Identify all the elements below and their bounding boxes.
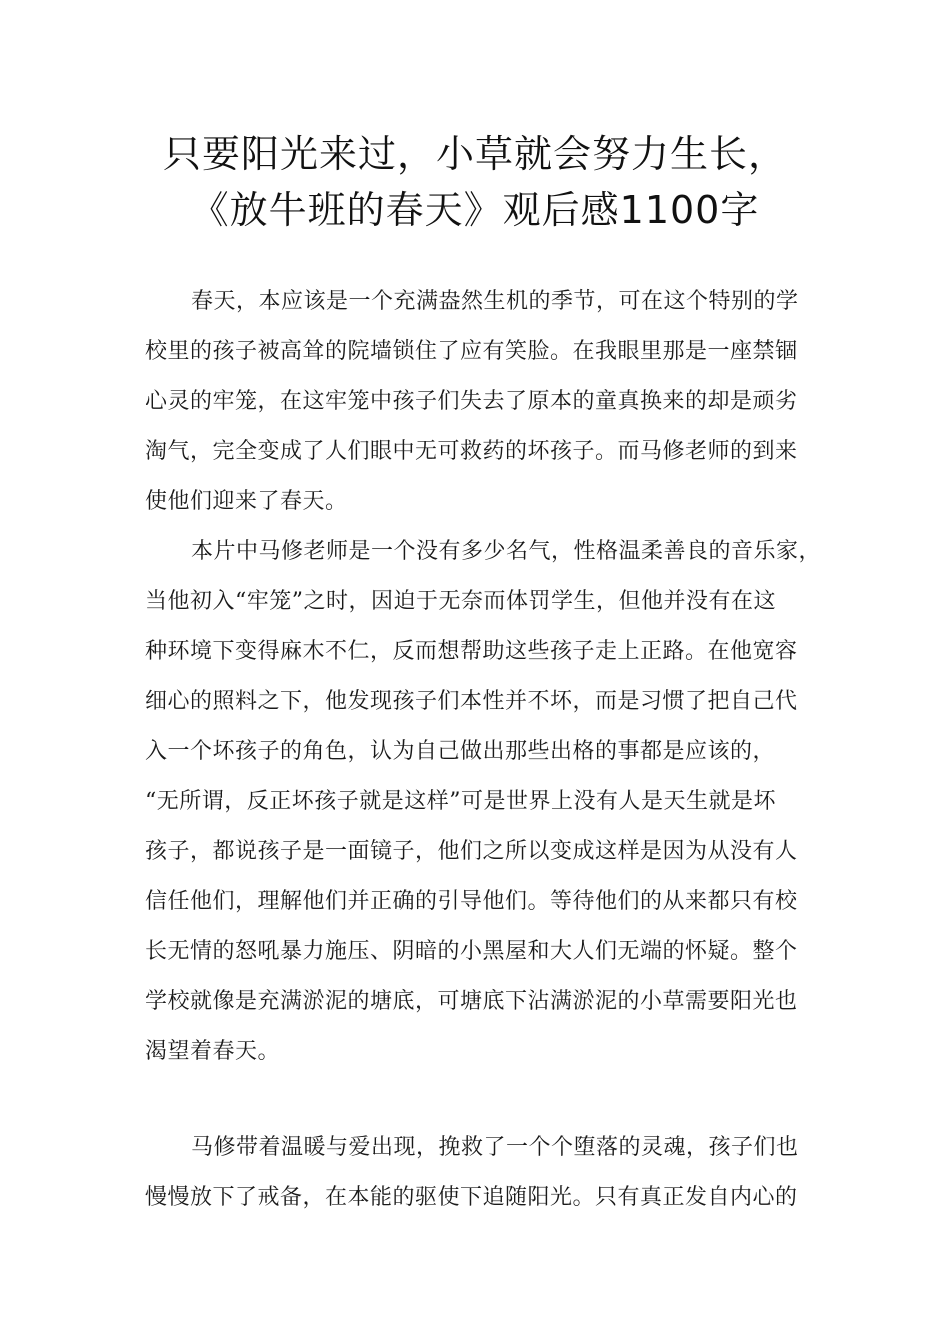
paragraph-2-line-11: 渴望着春天。: [145, 1039, 281, 1064]
paragraph-2-line-6: “无所谓，反正坏孩子就是这样”可是世界上没有人是天生就是坏: [145, 789, 776, 814]
paragraph-1-line-2: 校里的孩子被高耸的院墙锁住了应有笑脸。在我眼里那是一座禁锢: [145, 339, 798, 364]
paragraph-1-line-5: 使他们迎来了春天。: [145, 489, 348, 514]
paragraph-2-line-2: 当他初入“牢笼”之时，因迫于无奈而体罚学生，但他并没有在这: [145, 589, 776, 614]
paragraph-2-line-7: 孩子，都说孩子是一面镜子，他们之所以变成这样是因为从没有人: [145, 839, 798, 864]
paragraph-2-line-3: 种环境下变得麻木不仁，反而想帮助这些孩子走上正路。在他宽容: [145, 639, 798, 664]
paragraph-3-line-2: 慢慢放下了戒备，在本能的驱使下追随阳光。只有真正发自内心的: [145, 1185, 798, 1210]
paragraph-2-line-9: 长无情的怒吼暴力施压、阴暗的小黑屋和大人们无端的怀疑。整个: [145, 939, 798, 964]
document-title-line-2: 《放牛班的春天》观后感1100字: [190, 188, 760, 232]
paragraph-2-line-1: 本片中马修老师是一个没有多少名气，性格温柔善良的音乐家，: [191, 539, 822, 564]
paragraph-2-line-5: 入一个坏孩子的角色，认为自己做出那些出格的事都是应该的，: [145, 739, 776, 764]
paragraph-3-line-1: 马修带着温暖与爱出现，挽救了一个个堕落的灵魂，孩子们也: [191, 1135, 799, 1160]
paragraph-1-line-4: 淘气，完全变成了人们眼中无可救药的坏孩子。而马修老师的到来: [145, 439, 798, 464]
document-title-line-1: 只要阳光来过，小草就会努力生长，: [162, 132, 787, 176]
paragraph-2-line-8: 信任他们，理解他们并正确的引导他们。等待他们的从来都只有校: [145, 889, 798, 914]
paragraph-2-line-10: 学校就像是充满淤泥的塘底，可塘底下沾满淤泥的小草需要阳光也: [145, 989, 798, 1014]
paragraph-2-line-4: 细心的照料之下，他发现孩子们本性并不坏，而是习惯了把自己代: [145, 689, 798, 714]
paragraph-1-line-3: 心灵的牢笼，在这牢笼中孩子们失去了原本的童真换来的却是顽劣: [145, 389, 798, 414]
paragraph-1-line-1: 春天，本应该是一个充满盎然生机的季节，可在这个特别的学: [191, 289, 799, 314]
